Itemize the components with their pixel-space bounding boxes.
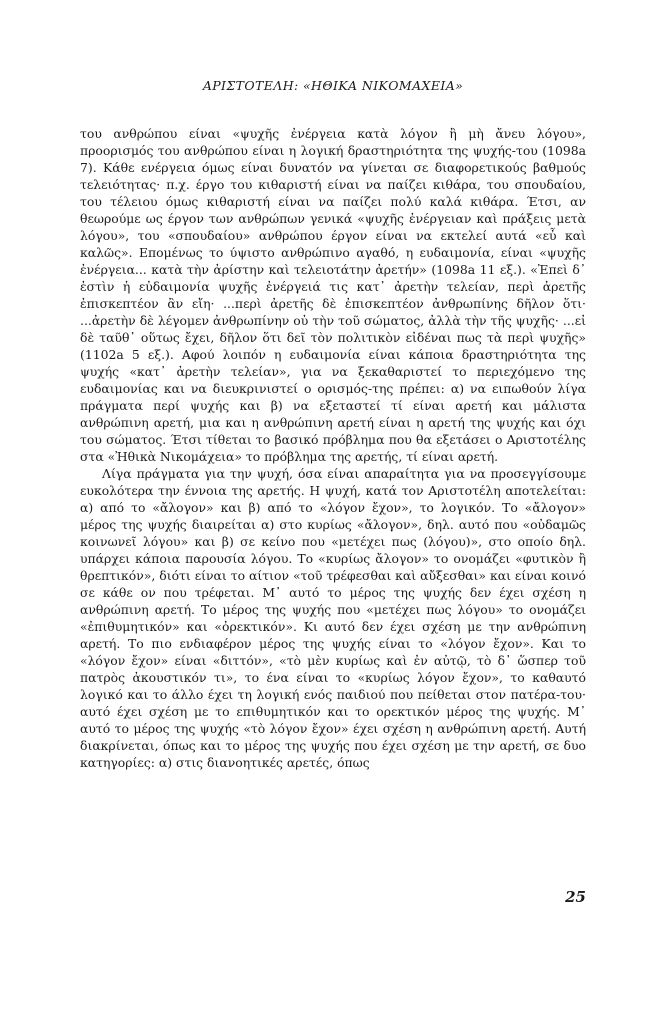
body-text	[80, 125, 586, 771]
paragraph-1: του ανθρώπου είναι «ψυχῆς ἐνέργεια κατὰ λόγον ἢ μὴ ἄνευ λόγου», προορισμός του ανθρώπου είναι η λογική δραστηριότητα της ψυχής-του (1098a 7). Κάθε ενέργεια όμως είναι δυνατόν να γίνεται σε διαφορετικούς βαθμούς τελειότητας· π.χ. έργο του κιθαριστή είναι να παίζει κιθάρα, του σπουδαίου, του τέλειου όμως κιθαριστή είναι να παίζει πολύ καλά κιθάρα. Έτσι, αν θεωρούμε ως έργον των ανθρώπων γενικά «ψυχῆς ἐνέργειαν καὶ πράξεις μετὰ λόγου», του «σπουδαίου» ανθρώπου έργον είναι να εκτελεί αυτά «εὖ καὶ καλῶς». Επομένως το ύψιστο ανθρώπινο αγαθό, η ευδαιμονία, είναι «ψυχῆς ἐνέργεια... κατὰ τὴν ἀρίστην καὶ τελειοτάτην ἀρετήν» (1098a 11 εξ.). «Ἐπεὶ δ᾽ ἐστὶν ἡ εὐδαιμονία ψυχῆς ἐνέργειά τις κατ᾽ ἀρετὴν τελείαν, περὶ ἀρετῆς ἐπισκεπτέον ἂν εἴη· ...περὶ ἀρετῆς δὲ ἐπισκεπτέον ἀνθρωπίνης δῆλον ὅτι· ...ἀρετὴν δὲ λέγομεν ἀνθρωπίνην οὐ τὴν τοῦ σώματος, ἀλλὰ τὴν τῆς ψυχῆς· ...εἰ δὲ ταῦθ᾽ οὕτως ἔχει, δῆλον ὅτι δεῖ τὸν πολιτικὸν εἰδέναι πως τὰ περὶ ψυχῆς» (1102a 5 εξ.). Αφού λοιπόν η ευδαιμονία είναι κάποια δραστηριότητα της ψυχής «κατ᾽ ἀρετὴν τελείαν», για να ξεκαθαριστεί το περιεχόμενο της ευδαιμονίας και να διευκρινιστεί ο ορισμός-της πρέπει: α) να ειπωθούν λίγα πράγματα περί ψυχής και β) να εξεταστεί τί είναι αρετή και μάλιστα ανθρώπινη αρετή, μια και η ανθρώπινη αρετή είναι η αρετή της ψυχής και όχι του σώματος. Έτσι τίθεται το βασικό πρόβλημα που θα εξετάσει ο Αριστοτέλης στα «Ἠθικὰ Νικομάχεια» το πρόβλημα της αρετής, τί είναι αρετή.	[80, 126, 586, 464]
running-title: ΑΡΙΣΤΟΤΕΛΗ: «ΗΘΙΚΑ ΝΙΚΟΜΑΧΕΙΑ»	[202, 78, 464, 93]
document-page	[80, 0, 586, 1024]
paragraph-2: Λίγα πράγματα για την ψυχή, όσα είναι απαραίτητα για να προσεγγίσουμε ευκολότερα την έννοια της αρετής. Η ψυχή, κατά τον Αριστοτέλη αποτελείται: α) από το «ἄλογον» και β) από το «λόγον ἔχον», το λογικόν. Το «ἄλογον» μέρος της ψυχής διαιρείται α) στο κυρίως «ἄλογον», δηλ. αυτό που «οὐδαμῶς κοινωνεῖ λόγου» και β) σε κείνο που «μετέχει πως (λόγου)», στο οποίο δηλ. υπάρχει κάποια παρουσία λόγου. Το «κυρίως ἄλογον» το ονομάζει «φυτικὸν ἢ θρεπτικόν», διότι είναι το αίτιον «τοῦ τρέφεσθαι καὶ αὔξεσθαι» και είναι κοινό σε κάθε ον που τρέφεται. Μ᾽ αυτό το μέρος της ψυχής δεν έχει σχέση η ανθρώπινη αρετή. Το μέρος της ψυχής που «μετέχει πως λόγου» το ονομάζει «ἐπιθυμητικόν» και «ὀρεκτικόν». Κι αυτό δεν έχει σχέση με την ανθρώπινη αρετή. Το πιο ενδιαφέρον μέρος της ψυχής είναι το «λόγον ἔχον». Και το «λόγον ἔχον» είναι «διττόν», «τὸ μὲν κυρίως καὶ ἐν αὐτῷ, τὸ δ᾽ ὥσπερ τοῦ πατρὸς ἀκουστικόν τι», το ένα είναι το «κυρίως λόγον ἔχον», το καθαυτό λογικό και το άλλο έχει τη λογική ενός παιδιού που πείθεται στον πατέρα-του· αυτό έχει σχέση με το επιθυμητικόν και το ορεκτικόν μέρος της ψυχής. Μ᾽ αυτό το μέρος της ψυχής «τὸ λόγον ἔχον» έχει σχέση η ανθρώπινη αρετή. Αυτή διακρίνεται, όπως και το μέρος της ψυχής που έχει σχέση με την αρετή, σε δυο κατηγορίες: α) στις διανοητικές αρετές, όπως	[80, 466, 586, 770]
page-number: 25	[565, 888, 586, 906]
